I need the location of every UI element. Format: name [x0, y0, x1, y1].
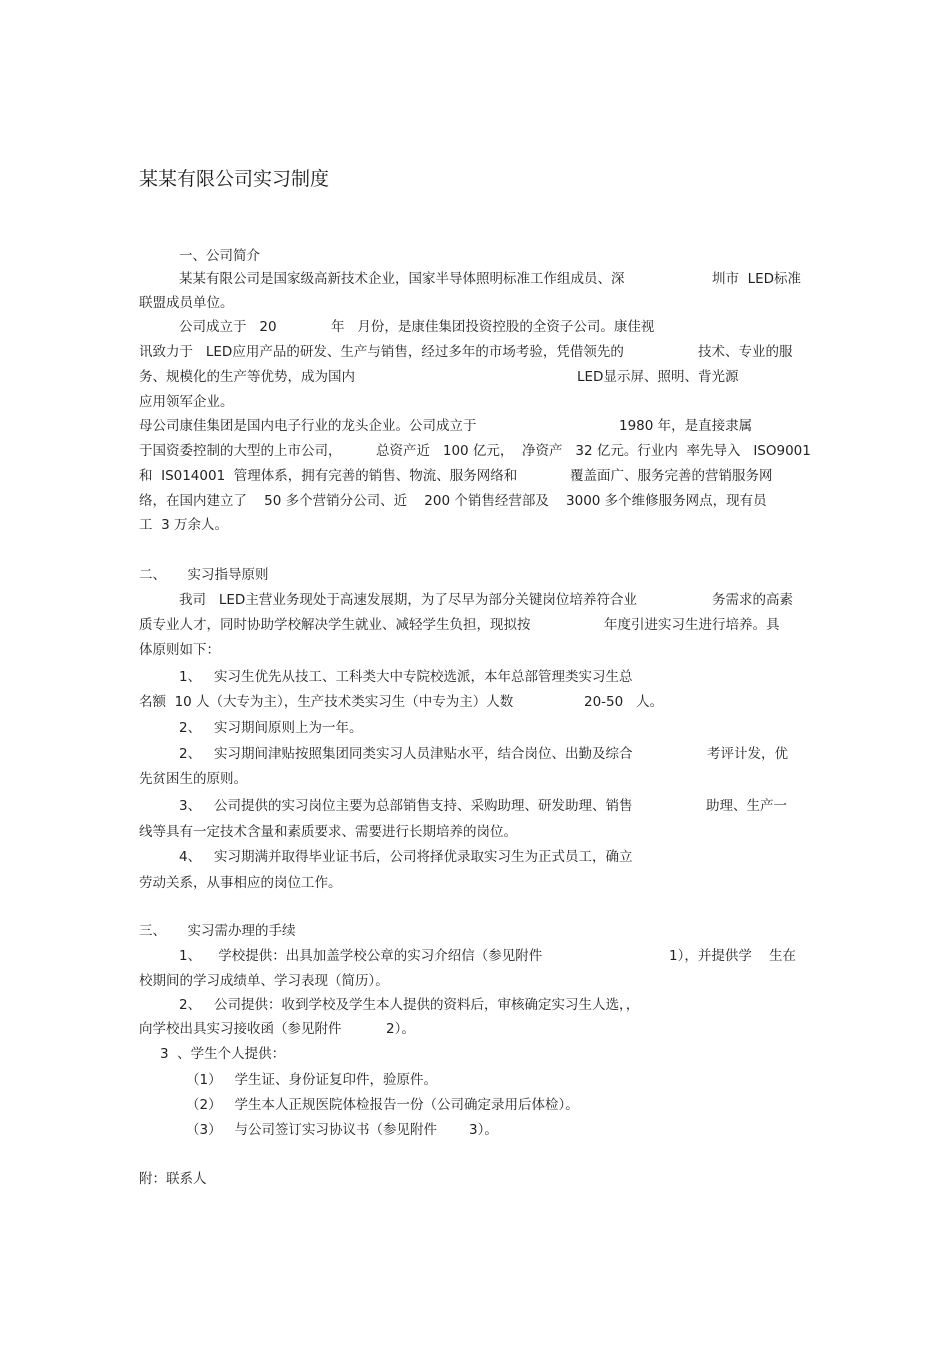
list-item: 先贫困生的原则。	[139, 771, 247, 787]
sub-list-item: （2） 学生本人正规医院体检报告一份（公司确定录用后体检）。	[186, 1097, 579, 1113]
sub-list-item: （3） 与公司签订实习协议书（参见附件	[186, 1122, 437, 1138]
paragraph-line: LED显示屏、照明、背光源	[577, 369, 739, 385]
document-title: 某某有限公司实习制度	[139, 168, 330, 190]
sub-list-item: 3）。	[469, 1122, 498, 1138]
paragraph-line: 质专业人才，同时协助学校解决学生就业、减轻学生负担，现拟按	[139, 617, 531, 633]
sub-list-item: （1） 学生证、身份证复印件，验原件。	[186, 1072, 437, 1088]
paragraph-line: 年 月份，是康佳集团投资控股的全资子公司。康佳视	[331, 319, 655, 335]
section-heading-3: 三、 实习需办理的手续	[139, 923, 296, 939]
section-heading-1: 一、公司简介	[179, 248, 260, 264]
paragraph-line: 圳市 LED标准	[712, 271, 802, 287]
list-item: 4、 实习期满并取得毕业证书后，公司将择优录取实习生为正式员工，确立	[179, 849, 633, 865]
list-item: 考评计发，优	[707, 746, 788, 762]
paragraph-line: 务、规模化的生产等优势，成为国内	[139, 369, 355, 385]
paragraph-line: 母公司康佳集团是国内电子行业的龙头企业。公司成立于	[139, 418, 477, 434]
list-item: 3、 公司提供的实习岗位主要为总部销售支持、采购助理、研发助理、销售	[179, 798, 633, 814]
paragraph-line: 应用领军企业。	[139, 394, 234, 410]
paragraph-line: 年度引进实习生进行培养。具	[604, 617, 780, 633]
list-item: 2、 实习期间原则上为一年。	[179, 720, 363, 736]
paragraph-line: 公司成立于 20	[179, 319, 277, 335]
paragraph-line: 工 3 万余人。	[139, 517, 228, 533]
list-item: 1、 学校提供：出具加盖学校公章的实习介绍信（参见附件	[179, 948, 543, 964]
list-item: 1），并提供学 生在	[669, 948, 797, 964]
appendix-contact: 附：联系人	[139, 1171, 207, 1187]
paragraph-line: 覆盖面广、服务完善的营销服务网	[570, 468, 773, 484]
list-item: 向学校出具实习接收函（参见附件	[139, 1021, 342, 1037]
list-item: 2）。	[386, 1021, 415, 1037]
paragraph-line: 讯致力于 LED应用产品的研发、生产与销售，经过多年的市场考验，凭借领先的	[139, 344, 624, 360]
paragraph-line: 某某有限公司是国家级高新技术企业，国家半导体照明标准工作组成员、深	[179, 271, 625, 287]
paragraph-line: 体原则如下：	[139, 642, 220, 658]
section-heading-2: 二、 实习指导原则	[139, 567, 269, 583]
list-item: 劳动关系，从事相应的岗位工作。	[139, 875, 342, 891]
paragraph-line: 络，在国内建立了 50 多个营销分公司、近 200 个销售经营部及 3000 多个维修服务网点，现有员	[139, 493, 767, 509]
list-item: 20-50 人。	[584, 694, 664, 710]
paragraph-line: 我司 LED主营业务现处于高速发展期，为了尽早为部分关键岗位培养符合业	[179, 592, 637, 608]
paragraph-line: 和 IS014001 管理体系，拥有完善的销售、物流、服务网络和	[139, 468, 518, 484]
paragraph-line: 1980 年，是直接隶属	[619, 418, 753, 434]
list-item: 线等具有一定技术含量和素质要求、需要进行长期培养的岗位。	[139, 824, 517, 840]
list-item: 3 、学生个人提供：	[160, 1046, 286, 1062]
paragraph-line: 联盟成员单位。	[139, 295, 234, 311]
paragraph-line: 务需求的高素	[712, 592, 793, 608]
paragraph-line: 技术、专业的服	[698, 344, 793, 360]
list-item: 校期间的学习成绩单、学习表现（简历）。	[139, 973, 389, 989]
list-item: 助理、生产一	[706, 798, 787, 814]
list-item: 名额 10 人（大专为主），生产技术类实习生（中专为主）人数	[139, 694, 514, 710]
list-item: 2、 实习期间津贴按照集团同类实习人员津贴水平，结合岗位、出勤及综合	[179, 746, 633, 762]
list-item: 1、 实习生优先从技工、工科类大中专院校选派，本年总部管理类实习生总	[179, 669, 633, 685]
paragraph-line: 于国资委控制的大型的上市公司，	[139, 443, 342, 459]
paragraph-line: 总资产近 100 亿元， 净资产 32 亿元。行业内 率先导入 ISO9001	[376, 443, 811, 459]
list-item: 2、 公司提供：收到学校及学生本人提供的资料后，审核确定实习生人选，，	[179, 997, 640, 1013]
